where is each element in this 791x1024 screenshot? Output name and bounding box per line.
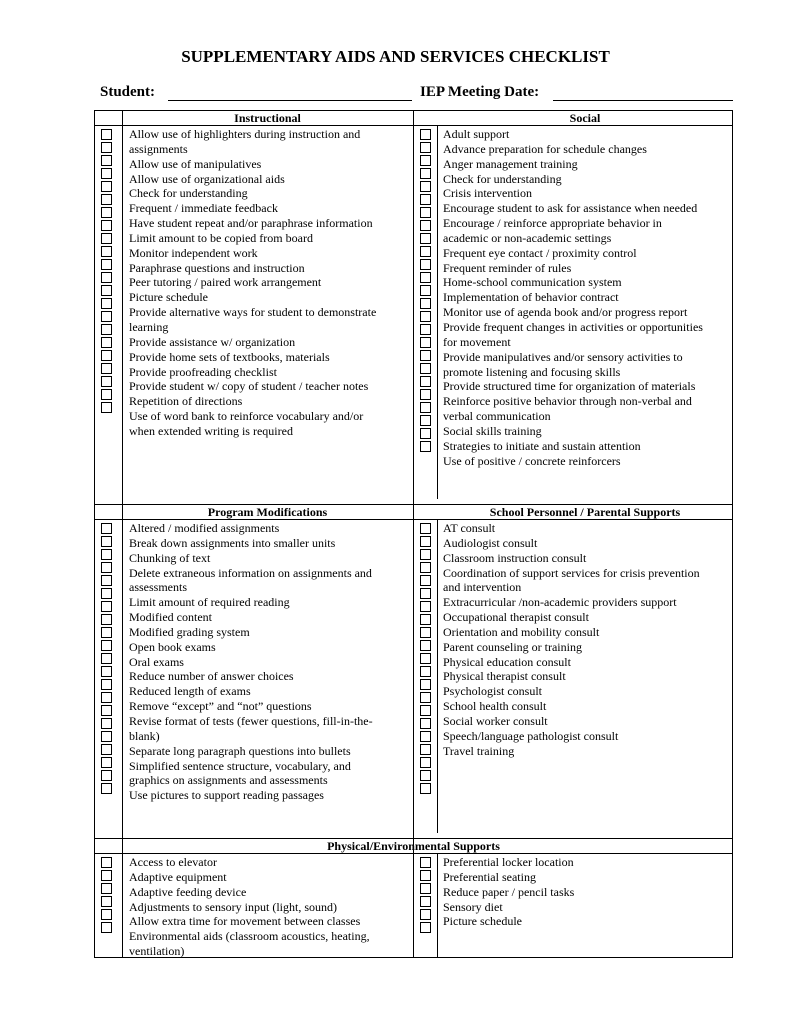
- checkbox[interactable]: [101, 909, 112, 920]
- checklist-item: Peer tutoring / paired work arrangement: [129, 275, 322, 290]
- checklist-item: Use of word bank to reinforce vocabulary and/or: [129, 409, 364, 424]
- checkbox[interactable]: [101, 168, 112, 179]
- checkbox[interactable]: [101, 389, 112, 400]
- checklist-item: Chunking of text: [129, 550, 211, 565]
- checklist-item: Remove “except” and “not” questions: [129, 699, 312, 714]
- checklist-item: Frequent reminder of rules: [443, 260, 572, 275]
- checklist-item: Provide proofreading checklist: [129, 364, 277, 379]
- checklist-item: Speech/language pathologist consult: [443, 728, 619, 743]
- checkbox[interactable]: [420, 285, 431, 296]
- section-title-instructional: Instructional: [234, 111, 301, 125]
- checklist-item: Access to elevator: [129, 855, 217, 869]
- checkbox[interactable]: [101, 536, 112, 547]
- checkbox[interactable]: [101, 770, 112, 781]
- checklist-item: Provide home sets of textbooks, materials: [129, 349, 330, 364]
- checkbox[interactable]: [101, 653, 112, 664]
- checkbox[interactable]: [101, 350, 112, 361]
- checkbox[interactable]: [101, 575, 112, 586]
- checklist-item: Frequent eye contact / proximity control: [443, 245, 637, 260]
- checkbox[interactable]: [420, 363, 431, 374]
- checkbox[interactable]: [420, 757, 431, 768]
- checklist-item: for movement: [443, 334, 511, 349]
- checklist-item: Use of positive / concrete reinforcers: [443, 453, 621, 468]
- checkbox[interactable]: [101, 549, 112, 560]
- section-title-social: Social: [569, 111, 601, 125]
- checkbox[interactable]: [420, 588, 431, 599]
- checkbox-column: [101, 521, 112, 796]
- checkbox[interactable]: [420, 744, 431, 755]
- checkbox[interactable]: [420, 666, 431, 677]
- checkbox[interactable]: [420, 857, 431, 868]
- checkbox[interactable]: [101, 194, 112, 205]
- divider: [122, 110, 123, 958]
- checklist-item: Monitor independent work: [129, 245, 258, 260]
- checkbox[interactable]: [420, 883, 431, 894]
- checklist-item: Occupational therapist consult: [443, 610, 589, 625]
- checkbox[interactable]: [420, 298, 431, 309]
- checklist-item: AT consult: [443, 521, 496, 535]
- checkbox[interactable]: [420, 770, 431, 781]
- checkbox[interactable]: [101, 181, 112, 192]
- checklist-item: Adaptive equipment: [129, 869, 227, 884]
- checklist-item: Allow use of manipulatives: [129, 156, 262, 171]
- checkbox[interactable]: [101, 142, 112, 153]
- school-personnel-items: [443, 521, 731, 759]
- checkbox[interactable]: [101, 870, 112, 881]
- checkbox[interactable]: [420, 337, 431, 348]
- checklist-item: promote listening and focusing skills: [443, 364, 621, 379]
- checkbox[interactable]: [101, 783, 112, 794]
- checklist-item: Parent counseling or training: [443, 639, 582, 654]
- checkbox[interactable]: [101, 337, 112, 348]
- checkbox[interactable]: [420, 246, 431, 257]
- checklist-item: verbal communication: [443, 409, 551, 424]
- checklist-item: Strategies to initiate and sustain attention: [443, 438, 641, 453]
- checklist-item: Repetition of directions: [129, 394, 243, 409]
- checklist-item: Break down assignments into smaller units: [129, 535, 336, 550]
- checkbox[interactable]: [420, 653, 431, 664]
- divider: [437, 519, 438, 833]
- checklist-item: Provide assistance w/ organization: [129, 334, 296, 349]
- checkbox[interactable]: [101, 207, 112, 218]
- checklist-item: Environmental aids (classroom acoustics, heating,: [129, 929, 370, 944]
- checkbox[interactable]: [420, 376, 431, 387]
- checklist-item: Encourage / reinforce appropriate behavior in: [443, 216, 662, 231]
- checkbox[interactable]: [420, 272, 431, 283]
- checkbox[interactable]: [101, 666, 112, 677]
- checkbox[interactable]: [101, 614, 112, 625]
- checkbox-column: [420, 855, 431, 935]
- checklist-item: Encourage student to ask for assistance when needed: [443, 201, 698, 216]
- checklist-item: Provide student w/ copy of student / teacher notes: [129, 379, 369, 394]
- divider: [94, 853, 733, 854]
- section-title-school-personnel: School Personnel / Parental Supports: [489, 505, 681, 519]
- checklist-item: learning: [129, 319, 169, 334]
- checkbox[interactable]: [101, 220, 112, 231]
- checklist-item: Allow use of organizational aids: [129, 171, 285, 186]
- checklist-item: Adult support: [443, 127, 510, 141]
- physical-environmental-right-items: [443, 855, 731, 929]
- checklist-item: Open book exams: [129, 639, 216, 654]
- checklist-item: Provide structured time for organization of materials: [443, 379, 696, 394]
- checkbox[interactable]: [420, 142, 431, 153]
- checkbox[interactable]: [101, 298, 112, 309]
- checklist-item: Revise format of tests (fewer questions, fill-in-the-: [129, 713, 373, 728]
- checklist-item: Home-school communication system: [443, 275, 622, 290]
- checkbox[interactable]: [420, 523, 431, 534]
- checkbox[interactable]: [420, 402, 431, 413]
- checkbox-column: [420, 521, 431, 796]
- checkbox[interactable]: [101, 311, 112, 322]
- divider: [413, 110, 414, 958]
- checkbox[interactable]: [101, 246, 112, 257]
- checklist-item: Paraphrase questions and instruction: [129, 260, 305, 275]
- checklist-item: Allow extra time for movement between classes: [129, 914, 361, 929]
- checkbox[interactable]: [420, 259, 431, 270]
- checklist-item: blank): [129, 728, 160, 743]
- checkbox[interactable]: [101, 718, 112, 729]
- checkbox[interactable]: [101, 627, 112, 638]
- checkbox[interactable]: [420, 562, 431, 573]
- divider: [437, 853, 438, 958]
- checklist-item: Social skills training: [443, 423, 542, 438]
- divider: [94, 125, 733, 126]
- checklist-item: Delete extraneous information on assignments and: [129, 565, 372, 580]
- checkbox[interactable]: [101, 363, 112, 374]
- checkbox-column: [101, 855, 112, 935]
- checklist-item: Physical education consult: [443, 654, 571, 669]
- checklist-item: Use pictures to support reading passages: [129, 788, 324, 803]
- checkbox[interactable]: [420, 601, 431, 612]
- page-title: SUPPLEMENTARY AIDS AND SERVICES CHECKLIST: [181, 47, 610, 66]
- checkbox[interactable]: [420, 207, 431, 218]
- checkbox[interactable]: [420, 441, 431, 452]
- iep-meeting-date-field[interactable]: [553, 100, 733, 101]
- checkbox[interactable]: [420, 640, 431, 651]
- checkbox[interactable]: [101, 376, 112, 387]
- section-title-program-modifications: Program Modifications: [207, 505, 328, 519]
- program-modifications-items: [129, 521, 411, 803]
- checklist-item: Allow use of highlighters during instruction and: [129, 127, 361, 141]
- checkbox[interactable]: [101, 640, 112, 651]
- checkbox[interactable]: [101, 857, 112, 868]
- checkbox[interactable]: [420, 679, 431, 690]
- checkbox[interactable]: [420, 181, 431, 192]
- checklist-item: assessments: [129, 580, 187, 595]
- checkbox[interactable]: [420, 155, 431, 166]
- checklist-item: Classroom instruction consult: [443, 550, 587, 565]
- checkbox[interactable]: [420, 909, 431, 920]
- social-items: [443, 127, 731, 468]
- checkbox[interactable]: [420, 428, 431, 439]
- checklist-item: Simplified sentence structure, vocabulary, and: [129, 758, 351, 773]
- checklist-item: Modified grading system: [129, 624, 250, 639]
- checkbox[interactable]: [420, 922, 431, 933]
- checkbox[interactable]: [101, 324, 112, 335]
- checklist-item: Sensory diet: [443, 899, 503, 914]
- checkbox[interactable]: [420, 692, 431, 703]
- checklist-item: Reduce paper / pencil tasks: [443, 884, 575, 899]
- checkbox[interactable]: [101, 259, 112, 270]
- checklist-item: Check for understanding: [443, 171, 562, 186]
- checklist-item: Provide frequent changes in activities or opportunities: [443, 319, 703, 334]
- checkbox[interactable]: [101, 679, 112, 690]
- divider: [94, 519, 733, 520]
- checklist-item: Monitor use of agenda book and/or progress report: [443, 305, 688, 320]
- checklist-item: ventilation): [129, 944, 185, 959]
- checkbox[interactable]: [420, 614, 431, 625]
- checkbox[interactable]: [101, 601, 112, 612]
- checkbox[interactable]: [420, 311, 431, 322]
- checklist-item: Check for understanding: [129, 186, 248, 201]
- checklist-item: Provide manipulatives and/or sensory activities to: [443, 349, 683, 364]
- checkbox[interactable]: [101, 731, 112, 742]
- checklist-item: assignments: [129, 141, 188, 156]
- checklist-item: Implementation of behavior contract: [443, 290, 619, 305]
- checkbox[interactable]: [420, 627, 431, 638]
- student-name-field[interactable]: [168, 100, 412, 101]
- checkbox[interactable]: [420, 536, 431, 547]
- checkbox[interactable]: [420, 549, 431, 560]
- checklist-item: Reinforce positive behavior through non-verbal and: [443, 394, 692, 409]
- checkbox[interactable]: [101, 692, 112, 703]
- checkbox[interactable]: [420, 731, 431, 742]
- checkbox-column: [101, 127, 112, 415]
- checkbox[interactable]: [420, 718, 431, 729]
- checkbox[interactable]: [101, 744, 112, 755]
- checkbox[interactable]: [420, 389, 431, 400]
- checklist-item: Preferential seating: [443, 869, 536, 884]
- checkbox[interactable]: [101, 705, 112, 716]
- checklist-item: Social worker consult: [443, 713, 548, 728]
- checklist-item: School health consult: [443, 699, 547, 714]
- checklist-item: Travel training: [443, 743, 515, 758]
- checklist-item: Reduced length of exams: [129, 684, 251, 699]
- checkbox[interactable]: [101, 883, 112, 894]
- instructional-items: [129, 127, 411, 439]
- checkbox[interactable]: [101, 272, 112, 283]
- checklist-item: Anger management training: [443, 156, 578, 171]
- checkbox[interactable]: [101, 233, 112, 244]
- checkbox[interactable]: [101, 757, 112, 768]
- checklist-item: when extended writing is required: [129, 423, 293, 438]
- checklist-item: Physical therapist consult: [443, 669, 566, 684]
- checkbox[interactable]: [420, 870, 431, 881]
- checkbox[interactable]: [101, 129, 112, 140]
- checkbox[interactable]: [101, 562, 112, 573]
- checklist-item: Oral exams: [129, 654, 184, 669]
- checklist-item: Advance preparation for schedule changes: [443, 141, 647, 156]
- checklist-item: Psychologist consult: [443, 684, 543, 699]
- physical-environmental-left-items: [129, 855, 411, 959]
- checklist-item: graphics on assignments and assessments: [129, 773, 328, 788]
- divider: [437, 125, 438, 499]
- checklist-item: Extracurricular /non-academic providers support: [443, 595, 677, 610]
- checklist-item: Have student repeat and/or paraphrase information: [129, 216, 373, 231]
- checklist-item: Altered / modified assignments: [129, 521, 280, 535]
- checkbox[interactable]: [420, 194, 431, 205]
- checkbox[interactable]: [420, 350, 431, 361]
- checklist-item: Reduce number of answer choices: [129, 669, 294, 684]
- checklist-item: Frequent / immediate feedback: [129, 201, 278, 216]
- checkbox[interactable]: [420, 220, 431, 231]
- checkbox[interactable]: [101, 922, 112, 933]
- checkbox[interactable]: [101, 588, 112, 599]
- checkbox[interactable]: [420, 415, 431, 426]
- checkbox[interactable]: [420, 896, 431, 907]
- checklist-item: Limit amount to be copied from board: [129, 230, 313, 245]
- checkbox-column: [420, 127, 431, 454]
- checklist-item: Picture schedule: [443, 914, 522, 929]
- checkbox[interactable]: [101, 896, 112, 907]
- checklist-item: Orientation and mobility consult: [443, 624, 600, 639]
- checklist-item: Limit amount of required reading: [129, 595, 290, 610]
- checklist-item: Audiologist consult: [443, 535, 538, 550]
- checkbox[interactable]: [101, 285, 112, 296]
- checklist-item: Picture schedule: [129, 290, 208, 305]
- checklist-item: Provide alternative ways for student to demonstrate: [129, 305, 377, 320]
- student-label: Student:: [100, 84, 156, 100]
- iep-meeting-date-label: IEP Meeting Date:: [420, 84, 540, 100]
- checkbox[interactable]: [101, 402, 112, 413]
- checklist-item: Crisis intervention: [443, 186, 532, 201]
- checklist-item: and intervention: [443, 580, 522, 595]
- checklist-item: Adaptive feeding device: [129, 884, 247, 899]
- checklist-item: Separate long paragraph questions into bullets: [129, 743, 351, 758]
- checklist-item: Preferential locker location: [443, 855, 574, 869]
- checkbox[interactable]: [420, 233, 431, 244]
- checkbox[interactable]: [420, 324, 431, 335]
- checklist-item: Coordination of support services for crisis prevention: [443, 565, 700, 580]
- checkbox[interactable]: [101, 523, 112, 534]
- checklist-item: academic or non-academic settings: [443, 230, 612, 245]
- checkbox[interactable]: [420, 168, 431, 179]
- checklist-item: Modified content: [129, 610, 212, 625]
- checkbox[interactable]: [420, 575, 431, 586]
- checkbox[interactable]: [420, 783, 431, 794]
- checkbox[interactable]: [101, 155, 112, 166]
- section-title-physical-environmental: Physical/Environmental Supports: [327, 839, 500, 853]
- checkbox[interactable]: [420, 705, 431, 716]
- checkbox[interactable]: [420, 129, 431, 140]
- checklist-item: Adjustments to sensory input (light, sound): [129, 899, 337, 914]
